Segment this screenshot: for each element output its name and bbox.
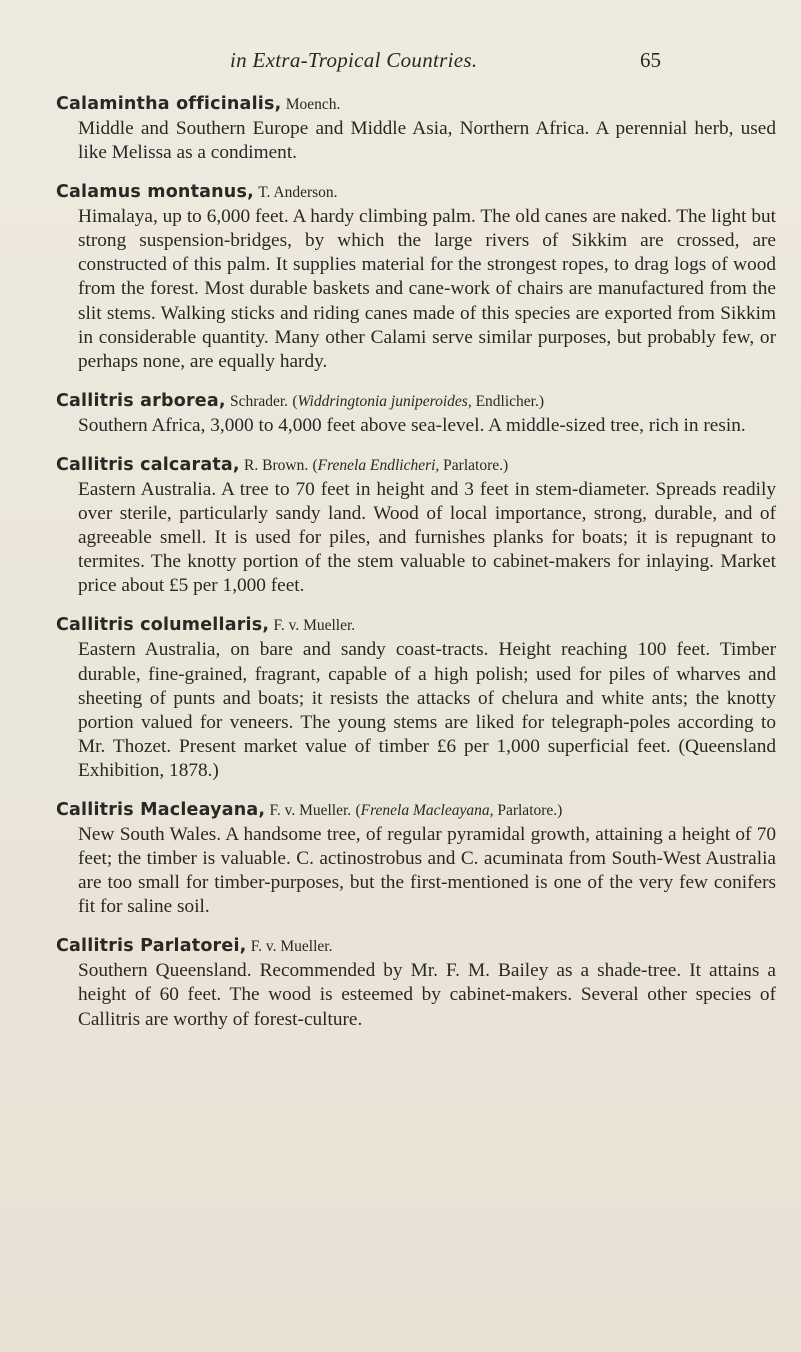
species-author: F. v. Mueller.	[269, 801, 352, 819]
species-author: Schrader.	[229, 392, 289, 410]
page-number: 65	[640, 48, 661, 72]
entry-callitris-parlatorei	[56, 934, 776, 1031]
entry-description: Himalaya, up to 6,000 feet. A hardy climbing palm. The old canes are naked. The light but strong suspension-bridges, by which the large rivers of Sikkim are crossed, are constructed of this palm. It supplies material for the strongest ropes, to drag logs of wood from the forest. Most durable baskets and cane-work of chairs are manufactured from the slit stems. Walking sticks and riding canes made of this species are exported from Sikkim in considerable quantity. Many other Calami serve similar purposes, but probably few, or perhaps none, are equally hardy.	[78, 206, 776, 372]
entry-description: Eastern Australia. A tree to 70 feet in height and 3 feet in stem-diameter. Spreads readily over sterile, particularly sandy land. Wood of local importance, strong, durable, and of agreeable smell. It is used for piles, and furnishes planks for boats; it is repugnant to termites. The knotty portion of the stem valuable to cabinet-makers for inlaying. Market price about £5 per 1,000 feet.	[78, 478, 776, 597]
synonym: (Widdringtonia juniperoides, Endlicher.)	[292, 392, 545, 410]
entry-heading	[56, 798, 776, 823]
species-name: Callitris arborea,	[56, 390, 226, 411]
synonym: (Frenela Macleayana, Parlatore.)	[355, 801, 563, 819]
entry-callitris-columellaris	[56, 613, 776, 783]
entry-callitris-calcarata	[56, 453, 776, 598]
species-author: T. Anderson.	[258, 184, 338, 202]
entry-description: Southern Africa, 3,000 to 4,000 feet above sea-level. A middle-sized tree, rich in resin.	[78, 414, 746, 436]
entry-heading	[56, 613, 776, 638]
entry-description: Eastern Australia, on bare and sandy coast-tracts. Height reaching 100 feet. Timber durable, fine-grained, fragrant, capable of a high polish; used for piles of wharves and sheeting of punts and boats; it resists the attacks of chelura and white ants; the knotty portion valued for veneers. The young stems are liked for telegraph-poles according to Mr. Thozet. Present market value of timber £6 per 1,000 superficial feet. (Queensland Exhibition, 1878.)	[78, 639, 776, 781]
entry-heading	[56, 934, 776, 959]
synonym-name: Frenela Macleayana,	[360, 801, 494, 819]
species-author: F. v. Mueller.	[250, 938, 333, 956]
species-name: Callitris Macleayana,	[56, 799, 266, 820]
species-author: R. Brown.	[244, 456, 309, 474]
synonym-author: Endlicher.	[475, 392, 539, 410]
running-head	[0, 48, 801, 78]
species-author: F. v. Mueller.	[273, 617, 356, 635]
entry-callitris-arborea	[56, 389, 776, 438]
entry-description: New South Wales. A handsome tree, of regular pyramidal growth, attaining a height of 70 feet; the timber is valuable. C. actinostrobus and C. acuminata from South-West Australia are too small for timber-purposes, but the first-mentioned is one of the very few conifers fit for saline soil.	[78, 823, 776, 918]
species-name: Callitris calcarata,	[56, 454, 240, 475]
body-text	[56, 92, 776, 1032]
species-name: Calamintha officinalis,	[56, 94, 282, 114]
entry-heading	[56, 180, 776, 205]
species-author: Moench.	[285, 96, 341, 113]
species-name: Calamus montanus,	[56, 182, 254, 203]
entry-description: Middle and Southern Europe and Middle Asia, Northern Africa. A perennial herb, used like Melissa as a condiment.	[78, 118, 776, 164]
synonym-author: Parlatore.	[443, 456, 503, 474]
synonym: (Frenela Endlicheri, Parlatore.)	[312, 456, 509, 474]
running-head-title: in Extra-Tropical Countries.	[230, 48, 478, 72]
entry-heading	[56, 453, 776, 478]
synonym-name: Frenela Endlicheri,	[317, 456, 440, 474]
synonym-name: Widdringtonia juniperoides,	[297, 392, 472, 410]
entry-calamintha-officinalis	[56, 92, 776, 165]
entry-heading	[56, 92, 776, 117]
species-name: Callitris columellaris,	[56, 615, 270, 636]
entry-calamus-montanus	[56, 180, 776, 374]
entry-heading	[56, 389, 776, 414]
entry-description: Southern Queensland. Recommended by Mr. F. M. Bailey as a shade-tree. It attains a height of 60 feet. The wood is esteemed by cabinet-makers. Several other species of Callitris are worthy of forest-culture.	[78, 960, 776, 1030]
synonym-author: Parlatore.	[497, 801, 558, 819]
entry-callitris-macleayana	[56, 798, 776, 919]
species-name: Callitris Parlatorei,	[56, 936, 247, 957]
